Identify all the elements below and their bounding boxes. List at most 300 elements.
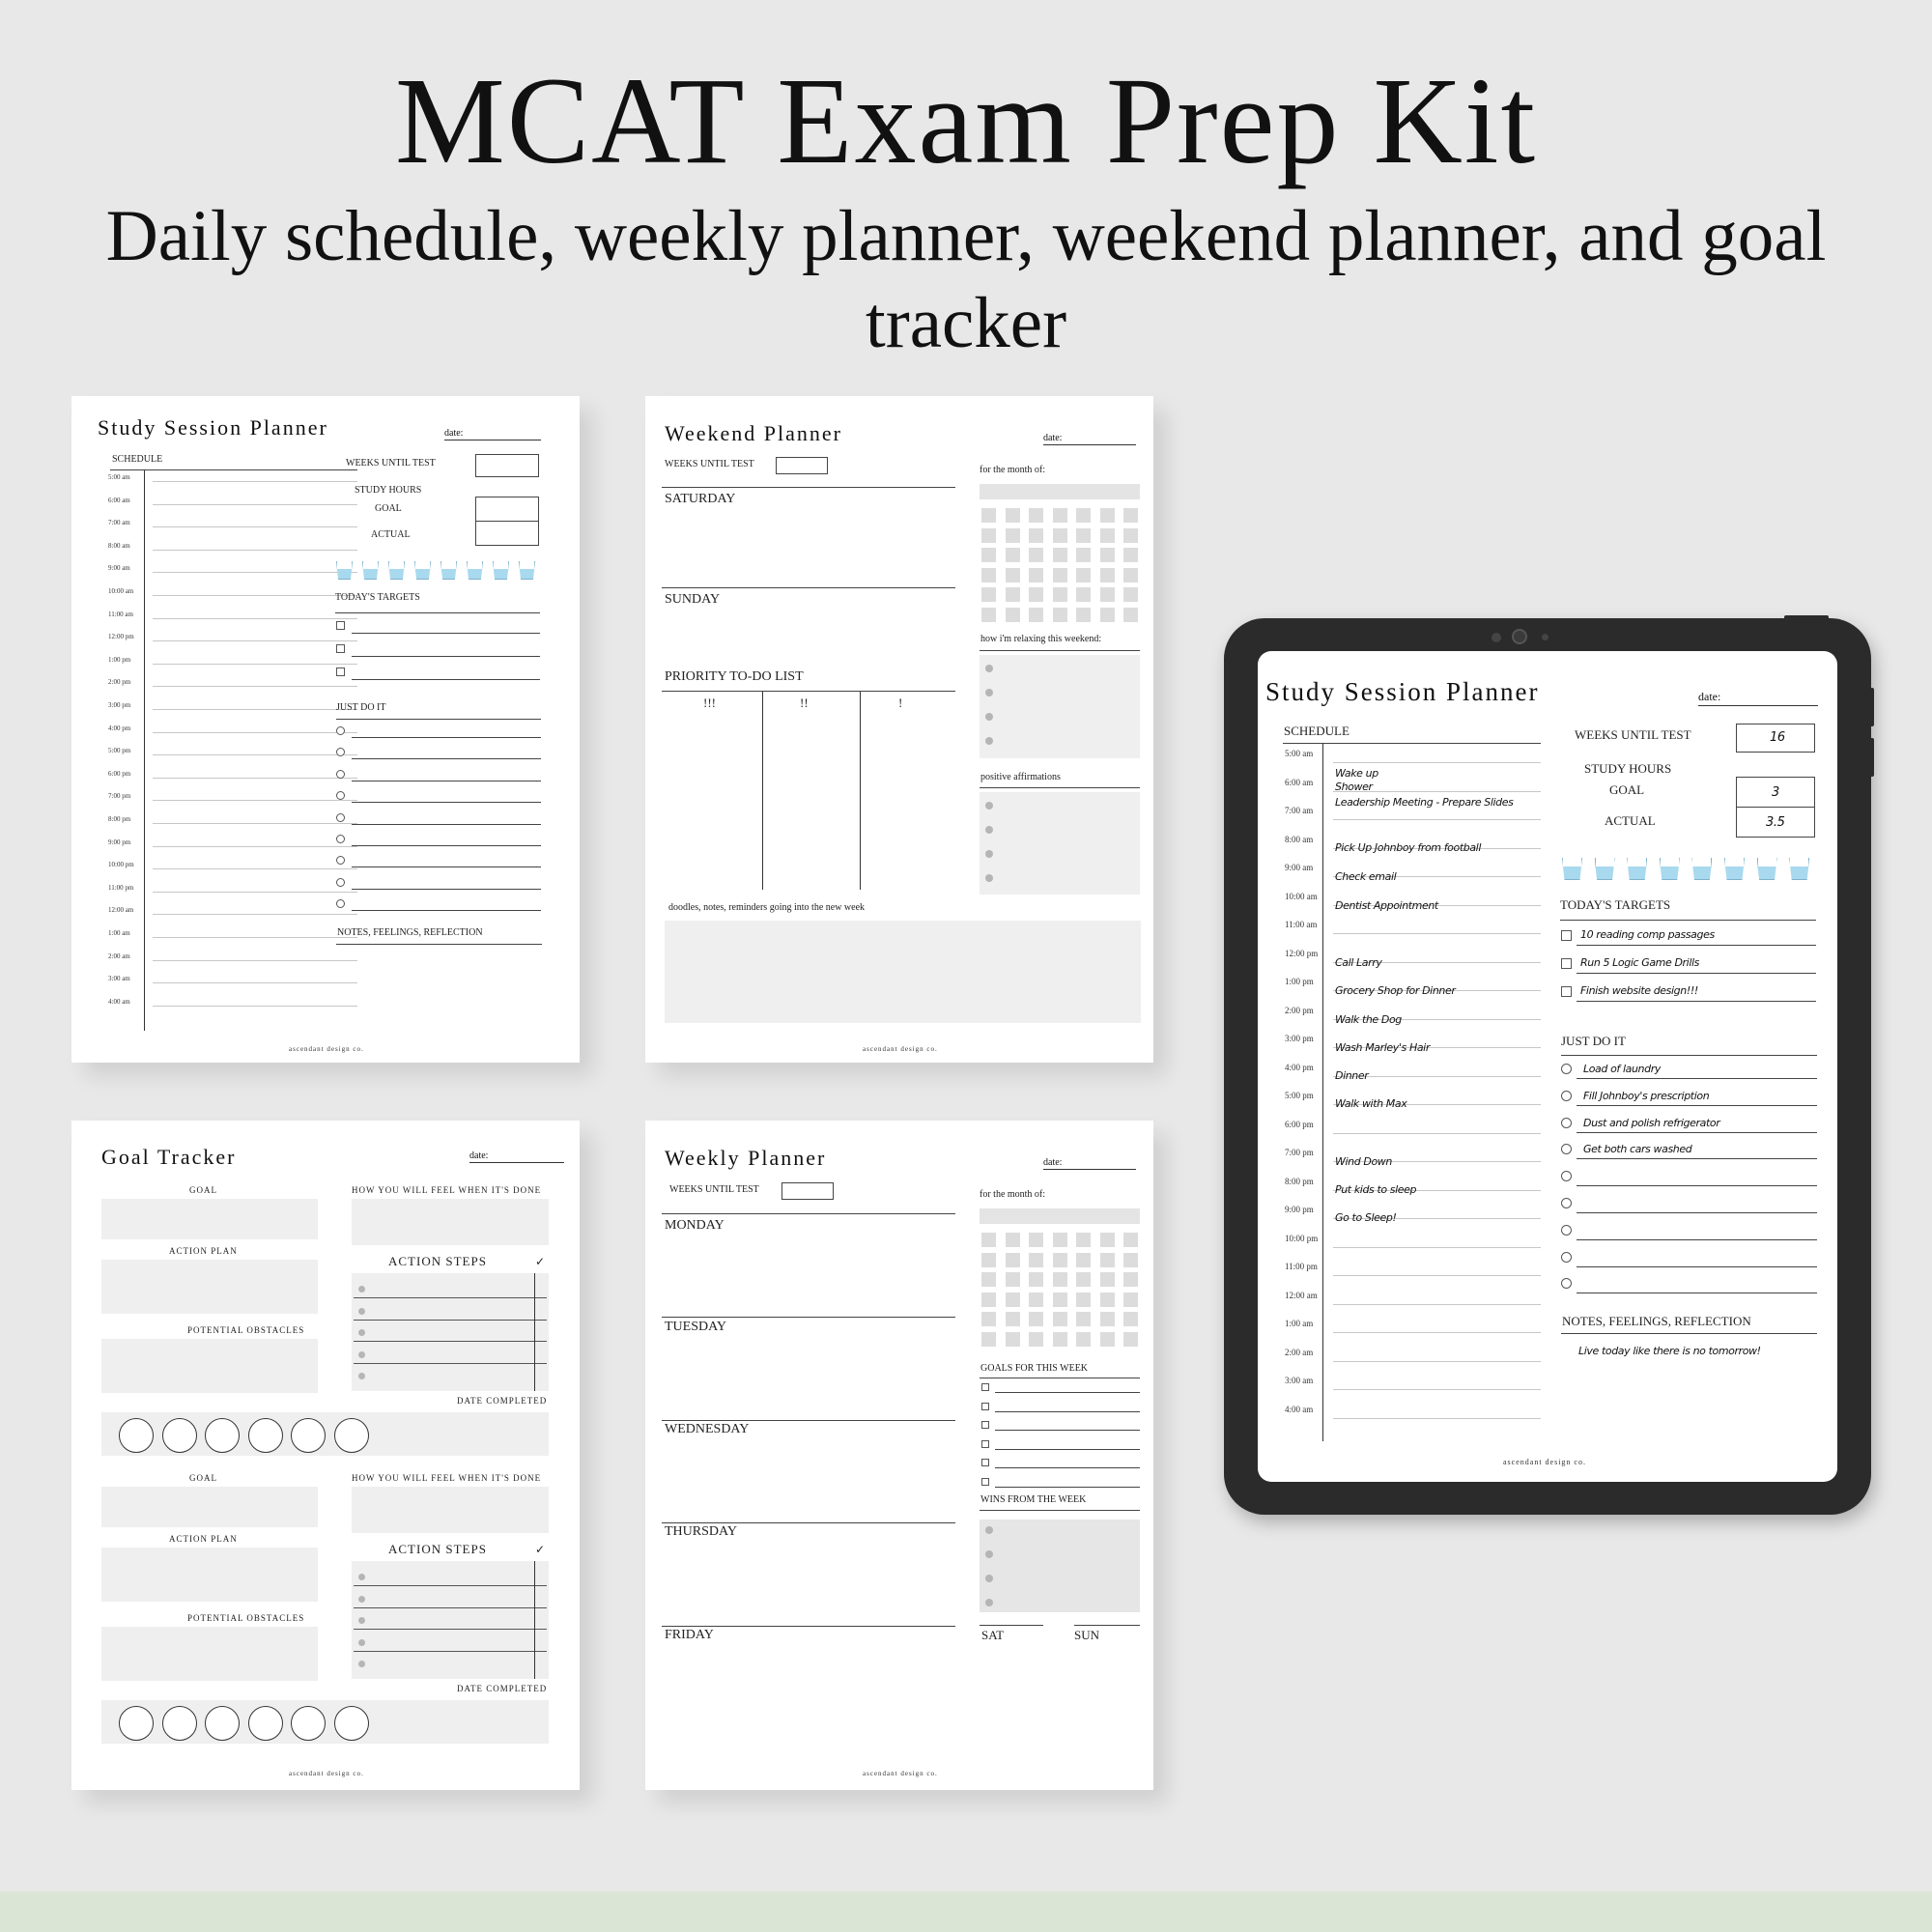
- time-label: 8:00 am: [1285, 834, 1314, 844]
- calendar-day[interactable]: [1006, 587, 1020, 602]
- bullet-dot: [358, 1329, 365, 1336]
- time-label: 10:00 pm: [108, 861, 134, 869]
- calendar-day[interactable]: [1076, 1253, 1091, 1267]
- schedule-line: [153, 709, 357, 710]
- calendar-day[interactable]: [1100, 608, 1115, 622]
- goal-label: GOAL: [1609, 782, 1645, 797]
- step-line: [354, 1651, 547, 1652]
- sunday-heading: SUNDAY: [665, 592, 721, 607]
- calendar-day[interactable]: [981, 1293, 996, 1307]
- radio-circle[interactable]: [336, 813, 345, 822]
- calendar-day[interactable]: [1053, 1233, 1067, 1247]
- bullet-dot: [358, 1286, 365, 1293]
- calendar-day[interactable]: [1006, 1233, 1020, 1247]
- calendar-day[interactable]: [1100, 1272, 1115, 1287]
- todo-line: [1577, 1078, 1817, 1079]
- progress-circle[interactable]: [334, 1418, 369, 1453]
- saturday-heading: SATURDAY: [665, 492, 736, 506]
- water-glass-icon[interactable]: [519, 561, 535, 580]
- month-name-field[interactable]: [980, 484, 1140, 499]
- water-glass-icon[interactable]: [1724, 858, 1745, 880]
- calendar-day[interactable]: [1076, 608, 1091, 622]
- sat-heading: SAT: [981, 1628, 1005, 1642]
- goal-box[interactable]: [101, 1487, 318, 1527]
- calendar-day[interactable]: [1029, 608, 1043, 622]
- calendar-day[interactable]: [1053, 1293, 1067, 1307]
- target-line: [1577, 973, 1816, 974]
- month-label: for the month of:: [980, 1189, 1046, 1200]
- weeks-until-test-box[interactable]: [776, 457, 828, 474]
- bullet-dot: [985, 826, 993, 834]
- water-glass-icon[interactable]: [1691, 858, 1712, 880]
- schedule-entry: Check email: [1335, 870, 1397, 883]
- calendar-day[interactable]: [1053, 528, 1067, 543]
- progress-circle[interactable]: [334, 1706, 369, 1741]
- schedule-line: [153, 481, 357, 482]
- radio-circle[interactable]: [336, 878, 345, 887]
- radio-circle[interactable]: [1561, 1225, 1572, 1236]
- calendar-day[interactable]: [1100, 1312, 1115, 1326]
- month-label: for the month of:: [980, 465, 1046, 475]
- calendar-day[interactable]: [1076, 1233, 1091, 1247]
- water-glass-icon[interactable]: [493, 561, 509, 580]
- radio-circle[interactable]: [336, 856, 345, 865]
- progress-circle[interactable]: [162, 1706, 197, 1741]
- calendar-day[interactable]: [1029, 1332, 1043, 1347]
- calendar-day[interactable]: [1100, 1293, 1115, 1307]
- relaxing-label: how i'm relaxing this weekend:: [980, 634, 1102, 644]
- time-label: 12:00 pm: [108, 633, 134, 641]
- radio-circle[interactable]: [336, 770, 345, 779]
- calendar-day[interactable]: [1053, 548, 1067, 562]
- calendar-day[interactable]: [1006, 1312, 1020, 1326]
- step-line: [354, 1585, 547, 1586]
- time-label: 4:00 pm: [1285, 1062, 1314, 1072]
- calendar-day[interactable]: [1006, 1272, 1020, 1287]
- schedule-line: [153, 618, 357, 619]
- goal-tracker-page: [71, 1121, 580, 1790]
- thursday-heading: THURSDAY: [665, 1524, 737, 1539]
- schedule-line: [1333, 819, 1541, 820]
- calendar-day[interactable]: [1076, 508, 1091, 523]
- date-label: date:: [444, 428, 464, 439]
- todays-targets-heading: TODAY'S TARGETS: [1560, 897, 1671, 912]
- schedule-line: [1333, 1275, 1541, 1276]
- calendar-day[interactable]: [1029, 1312, 1043, 1326]
- radio-circle[interactable]: [1561, 1118, 1572, 1128]
- calendar-day[interactable]: [1076, 528, 1091, 543]
- goal-hours-value: 3: [1772, 785, 1779, 800]
- schedule-entry: Call Larry: [1335, 956, 1382, 969]
- date-completed-label: DATE COMPLETED: [457, 1396, 548, 1406]
- schedule-line: [153, 732, 357, 733]
- calendar-day[interactable]: [1123, 1293, 1138, 1307]
- schedule-line: [153, 595, 357, 596]
- weeks-until-test-box[interactable]: [475, 454, 539, 477]
- feel-box[interactable]: [352, 1199, 549, 1245]
- time-label: 2:00 am: [108, 952, 130, 960]
- checkbox[interactable]: [981, 1421, 989, 1429]
- page-footer: ascendant design co.: [863, 1045, 938, 1053]
- sensor-icon: [1542, 634, 1548, 640]
- calendar-day[interactable]: [1100, 528, 1115, 543]
- checkbox[interactable]: [981, 1383, 989, 1391]
- study-session-planner-page: [71, 396, 580, 1063]
- month-name-field[interactable]: [980, 1208, 1140, 1224]
- calendar-day[interactable]: [1029, 1272, 1043, 1287]
- goal-label: GOAL: [375, 503, 402, 514]
- weeks-until-test-box[interactable]: [781, 1182, 834, 1200]
- progress-circle[interactable]: [205, 1418, 240, 1453]
- calendar-day[interactable]: [1006, 528, 1020, 543]
- todo-line: [1577, 1158, 1817, 1159]
- schedule-line: [1333, 1133, 1541, 1134]
- action-plan-label: ACTION PLAN: [169, 1534, 238, 1544]
- action-steps-box[interactable]: [352, 1273, 549, 1391]
- calendar-day[interactable]: [1123, 568, 1138, 582]
- calendar-day[interactable]: [981, 548, 996, 562]
- calendar-day[interactable]: [1006, 548, 1020, 562]
- calendar-day[interactable]: [1123, 508, 1138, 523]
- obstacles-label: POTENTIAL OBSTACLES: [187, 1325, 305, 1335]
- todo-text: Get both cars washed: [1583, 1143, 1692, 1156]
- actual-hours-box[interactable]: [475, 521, 539, 546]
- schedule-line: [153, 914, 357, 915]
- calendar-day[interactable]: [1123, 1233, 1138, 1247]
- target-line: [352, 633, 540, 634]
- wins-box[interactable]: [980, 1520, 1140, 1612]
- goal-hours-box[interactable]: [475, 497, 539, 522]
- radio-circle[interactable]: [1561, 1144, 1572, 1154]
- page-title: Goal Tracker: [101, 1145, 237, 1169]
- schedule-entry: Walk the Dog: [1335, 1013, 1402, 1026]
- weeks-until-test-label: WEEKS UNTIL TEST: [669, 1184, 759, 1195]
- calendar-day[interactable]: [981, 528, 996, 543]
- time-label: 11:00 pm: [108, 883, 134, 892]
- wins-heading: WINS FROM THE WEEK: [980, 1494, 1087, 1505]
- time-label: 7:00 am: [1285, 806, 1314, 815]
- radio-circle[interactable]: [1561, 1064, 1572, 1074]
- time-label: 3:00 am: [108, 975, 130, 983]
- calendar-day[interactable]: [1100, 1332, 1115, 1347]
- time-label: 5:00 pm: [1285, 1091, 1314, 1100]
- feel-box[interactable]: [352, 1487, 549, 1533]
- affirmations-label: positive affirmations: [980, 772, 1061, 782]
- actual-hours-value: 3.5: [1766, 815, 1785, 830]
- calendar-day[interactable]: [1053, 608, 1067, 622]
- calendar-day[interactable]: [1053, 568, 1067, 582]
- goal-line: [995, 1430, 1140, 1431]
- feel-label: HOW YOU WILL FEEL WHEN IT'S DONE: [352, 1185, 542, 1195]
- radio-circle[interactable]: [336, 791, 345, 800]
- hero-subtitle: Daily schedule, weekly planner, weekend planner, and goal tracker: [105, 196, 1827, 363]
- study-hours-label: STUDY HOURS: [355, 485, 422, 496]
- water-glass-icon[interactable]: [467, 561, 483, 580]
- radio-circle[interactable]: [1561, 1198, 1572, 1208]
- notes-text: Live today like there is no tomorrow!: [1578, 1345, 1761, 1357]
- weekend-planner-page: [645, 396, 1153, 1063]
- check-mark-icon: ✓: [535, 1255, 546, 1268]
- calendar-day[interactable]: [1100, 587, 1115, 602]
- schedule-line: [153, 982, 357, 983]
- checkbox[interactable]: [981, 1440, 989, 1448]
- calendar-day[interactable]: [1053, 1272, 1067, 1287]
- radio-circle[interactable]: [336, 835, 345, 843]
- progress-circle[interactable]: [162, 1418, 197, 1453]
- progress-circle[interactable]: [291, 1418, 326, 1453]
- calendar-day[interactable]: [1100, 508, 1115, 523]
- calendar-day[interactable]: [1006, 1332, 1020, 1347]
- weeks-until-test-label: WEEKS UNTIL TEST: [1575, 727, 1691, 742]
- calendar-day[interactable]: [1076, 1293, 1091, 1307]
- todo-line: [1577, 1185, 1817, 1186]
- water-glass-icon[interactable]: [362, 561, 379, 580]
- calendar-day[interactable]: [1076, 587, 1091, 602]
- action-plan-box[interactable]: [101, 1548, 318, 1602]
- calendar-day[interactable]: [981, 587, 996, 602]
- time-label: 6:00 pm: [1285, 1119, 1314, 1129]
- progress-circle[interactable]: [248, 1418, 283, 1453]
- date-completed-label: DATE COMPLETED: [457, 1684, 548, 1693]
- feel-label: HOW YOU WILL FEEL WHEN IT'S DONE: [352, 1473, 542, 1483]
- calendar-day[interactable]: [1123, 1272, 1138, 1287]
- time-label: 3:00 pm: [1285, 1034, 1314, 1043]
- check-column-line: [534, 1273, 535, 1391]
- time-label: 6:00 am: [1285, 777, 1314, 787]
- calendar-day[interactable]: [1123, 1332, 1138, 1347]
- water-glass-icon[interactable]: [440, 561, 457, 580]
- time-label: 2:00 am: [1285, 1347, 1314, 1357]
- date-label: date:: [1043, 433, 1063, 443]
- calendar-day[interactable]: [981, 1233, 996, 1247]
- schedule-entry: Wake up: [1335, 767, 1378, 780]
- doodles-label: doodles, notes, reminders going into the new week: [668, 902, 866, 913]
- calendar-day[interactable]: [1100, 548, 1115, 562]
- calendar-day[interactable]: [1029, 508, 1043, 523]
- relaxing-box[interactable]: [980, 655, 1140, 758]
- calendar-day[interactable]: [1076, 1332, 1091, 1347]
- checkbox[interactable]: [1561, 958, 1572, 969]
- time-label: 7:00 pm: [108, 792, 131, 801]
- checkbox[interactable]: [1561, 930, 1572, 941]
- doodles-box[interactable]: [665, 921, 1141, 1023]
- todo-text: Fill Johnboy's prescription: [1583, 1089, 1710, 1102]
- water-glass-icon[interactable]: [414, 561, 431, 580]
- schedule-entry: Wash Marley's Hair: [1335, 1041, 1430, 1054]
- radio-circle[interactable]: [1561, 1252, 1572, 1263]
- obstacles-label: POTENTIAL OBSTACLES: [187, 1613, 305, 1623]
- tablet-device: [1224, 618, 1871, 1515]
- calendar-day[interactable]: [981, 608, 996, 622]
- time-label: 10:00 pm: [1285, 1233, 1319, 1243]
- calendar-day[interactable]: [1029, 548, 1043, 562]
- step-line: [354, 1297, 547, 1298]
- schedule-entry: Shower: [1335, 781, 1373, 793]
- just-do-it-heading: JUST DO IT: [1561, 1034, 1626, 1048]
- time-label: 1:00 pm: [1285, 977, 1314, 986]
- water-glass-icon[interactable]: [1757, 858, 1777, 880]
- water-glass-icon[interactable]: [1789, 858, 1809, 880]
- calendar-day[interactable]: [1029, 1293, 1043, 1307]
- page-title: Weekend Planner: [665, 421, 842, 445]
- date-label: date:: [1698, 690, 1721, 703]
- calendar-day[interactable]: [1029, 1233, 1043, 1247]
- calendar-day[interactable]: [1076, 548, 1091, 562]
- page-footer: ascendant design co.: [863, 1770, 938, 1777]
- checkbox[interactable]: [336, 644, 345, 653]
- todo-line: [352, 802, 541, 803]
- obstacles-box[interactable]: [101, 1339, 318, 1393]
- checkbox[interactable]: [981, 1459, 989, 1466]
- bottom-band: [0, 1891, 1932, 1932]
- calendar-day[interactable]: [1123, 587, 1138, 602]
- calendar-day[interactable]: [1006, 568, 1020, 582]
- calendar-day[interactable]: [1029, 587, 1043, 602]
- calendar-day[interactable]: [1029, 528, 1043, 543]
- actual-label: ACTUAL: [371, 529, 411, 540]
- goal-box[interactable]: [101, 1199, 318, 1239]
- affirmations-box[interactable]: [980, 792, 1140, 895]
- calendar-day[interactable]: [981, 1272, 996, 1287]
- goal-line: [995, 1392, 1140, 1393]
- calendar-day[interactable]: [1053, 508, 1067, 523]
- todo-line: [352, 910, 541, 911]
- time-label: 5:00 pm: [108, 747, 131, 755]
- bullet-dot: [985, 1599, 993, 1606]
- calendar-day[interactable]: [1053, 587, 1067, 602]
- calendar-day[interactable]: [1123, 1253, 1138, 1267]
- goals-week-heading: GOALS FOR THIS WEEK: [980, 1363, 1089, 1374]
- target-line: [1577, 945, 1816, 946]
- todo-line: [1577, 1239, 1817, 1240]
- progress-circle[interactable]: [291, 1706, 326, 1741]
- bullet-dot: [358, 1596, 365, 1603]
- radio-circle[interactable]: [1561, 1091, 1572, 1101]
- schedule-line: [153, 1006, 357, 1007]
- time-label: 12:00 am: [108, 906, 134, 915]
- camera-icon: [1492, 633, 1501, 642]
- checkbox[interactable]: [1561, 986, 1572, 997]
- calendar-day[interactable]: [1123, 1312, 1138, 1326]
- time-label: 9:00 pm: [108, 838, 131, 846]
- water-glass-icon[interactable]: [1660, 858, 1680, 880]
- calendar-day[interactable]: [981, 1312, 996, 1326]
- checkbox[interactable]: [336, 621, 345, 630]
- water-glass-icon[interactable]: [1627, 858, 1647, 880]
- progress-circle[interactable]: [119, 1706, 154, 1741]
- schedule-entry: Grocery Shop for Dinner: [1335, 984, 1456, 997]
- calendar-day[interactable]: [1100, 1233, 1115, 1247]
- progress-circle[interactable]: [205, 1706, 240, 1741]
- calendar-day[interactable]: [1076, 1272, 1091, 1287]
- calendar-day[interactable]: [981, 1332, 996, 1347]
- wednesday-heading: WEDNESDAY: [665, 1422, 750, 1436]
- schedule-line: [153, 640, 357, 641]
- todo-line: [1577, 1132, 1817, 1133]
- schedule-line: [153, 572, 357, 573]
- page-title: Study Session Planner: [98, 415, 328, 440]
- time-label: 7:00 pm: [1285, 1148, 1314, 1157]
- checkbox[interactable]: [336, 668, 345, 676]
- schedule-line: [153, 800, 357, 801]
- weekly-planner-page: [645, 1121, 1153, 1790]
- calendar-day[interactable]: [981, 568, 996, 582]
- todo-text: Load of laundry: [1583, 1063, 1661, 1075]
- calendar-day[interactable]: [1053, 1312, 1067, 1326]
- goal-label: GOAL: [189, 1473, 217, 1483]
- water-glass-icon[interactable]: [1562, 858, 1582, 880]
- calendar-day[interactable]: [1029, 1253, 1043, 1267]
- radio-circle[interactable]: [1561, 1171, 1572, 1181]
- water-glass-icon[interactable]: [1595, 858, 1615, 880]
- action-plan-box[interactable]: [101, 1260, 318, 1314]
- calendar-day[interactable]: [1076, 1312, 1091, 1326]
- calendar-day[interactable]: [1006, 608, 1020, 622]
- volume-up-button: [1869, 688, 1874, 726]
- calendar-day[interactable]: [1006, 508, 1020, 523]
- schedule-entry: Dentist Appointment: [1335, 899, 1438, 912]
- obstacles-box[interactable]: [101, 1627, 318, 1681]
- action-steps-box[interactable]: [352, 1561, 549, 1679]
- radio-circle[interactable]: [1561, 1278, 1572, 1289]
- progress-circle[interactable]: [119, 1418, 154, 1453]
- calendar-day[interactable]: [981, 508, 996, 523]
- calendar-day[interactable]: [1053, 1332, 1067, 1347]
- calendar-day[interactable]: [1100, 1253, 1115, 1267]
- time-label: 5:00 am: [108, 473, 130, 481]
- page-title: Study Session Planner: [1265, 677, 1540, 706]
- goal-line: [995, 1467, 1140, 1468]
- schedule-line: [1333, 933, 1541, 934]
- schedule-line: [153, 960, 357, 961]
- schedule-entry: Go to Sleep!: [1335, 1211, 1397, 1224]
- calendar-day[interactable]: [981, 1253, 996, 1267]
- todo-text: Dust and polish refrigerator: [1583, 1116, 1720, 1129]
- water-glass-icon[interactable]: [388, 561, 405, 580]
- calendar-day[interactable]: [1100, 568, 1115, 582]
- checkbox[interactable]: [981, 1403, 989, 1410]
- priority-heading: PRIORITY TO-DO LIST: [665, 669, 804, 684]
- power-button: [1784, 615, 1829, 620]
- calendar-day[interactable]: [1006, 1293, 1020, 1307]
- weeks-until-test-value: 16: [1770, 730, 1785, 745]
- calendar-day[interactable]: [1076, 568, 1091, 582]
- water-glass-icon[interactable]: [336, 561, 353, 580]
- calendar-day[interactable]: [1123, 528, 1138, 543]
- page-footer: ascendant design co.: [289, 1770, 364, 1777]
- radio-circle[interactable]: [336, 726, 345, 735]
- page-footer: ascendant design co.: [1503, 1458, 1586, 1466]
- calendar-day[interactable]: [1053, 1253, 1067, 1267]
- calendar-day[interactable]: [1123, 548, 1138, 562]
- bullet-dot: [358, 1308, 365, 1315]
- radio-circle[interactable]: [336, 899, 345, 908]
- bullet-dot: [985, 665, 993, 672]
- schedule-line: [153, 846, 357, 847]
- check-mark-icon: ✓: [535, 1543, 546, 1556]
- calendar-day[interactable]: [1006, 1253, 1020, 1267]
- calendar-day[interactable]: [1123, 608, 1138, 622]
- time-label: 2:00 pm: [108, 678, 131, 687]
- schedule-line: [153, 778, 357, 779]
- checkbox[interactable]: [981, 1478, 989, 1486]
- calendar-day[interactable]: [1029, 568, 1043, 582]
- time-label: 1:00 am: [108, 929, 130, 937]
- monday-heading: MONDAY: [665, 1218, 724, 1233]
- schedule-line: [1333, 1247, 1541, 1248]
- progress-circle[interactable]: [248, 1706, 283, 1741]
- schedule-line: [1333, 1361, 1541, 1362]
